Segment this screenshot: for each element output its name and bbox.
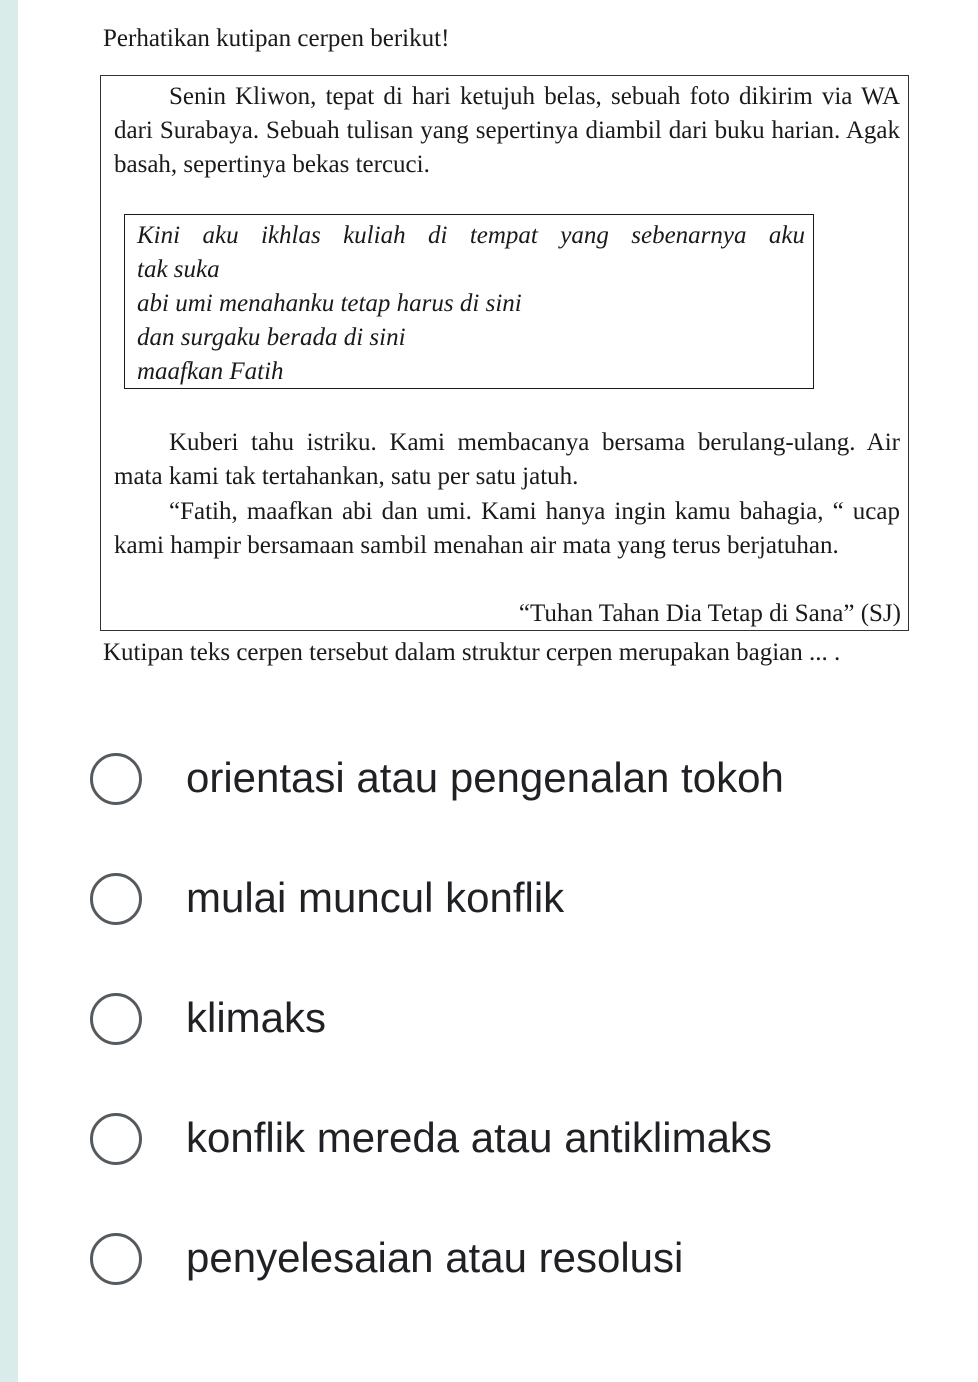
question-text: Kutipan teks cerpen tersebut dalam struktur cerpen merupakan bagian ... . <box>103 639 841 666</box>
option-5[interactable] <box>90 1230 890 1294</box>
diary-note-line: maafkan Fatih <box>137 358 284 385</box>
option-label: konflik mereda atau antiklimaks <box>186 1114 772 1161</box>
option-label: klimaks <box>186 994 327 1041</box>
option-3[interactable] <box>90 990 890 1054</box>
excerpt-source: “Tuhan Tahan Dia Tetap di Sana” (SJ) <box>518 600 901 627</box>
radio-button-icon[interactable] <box>90 1113 142 1165</box>
excerpt-paragraph-2: Kuberi tahu istriku. Kami membacanya bersama berulang-ulang. Air mata kami tak tertahankan, satu per satu jatuh. <box>114 429 900 490</box>
radio-button-icon[interactable] <box>90 753 142 805</box>
option-label: mulai muncul konflik <box>186 874 565 921</box>
option-4[interactable] <box>90 1110 890 1174</box>
option-1[interactable] <box>90 750 890 814</box>
option-2[interactable] <box>90 870 890 934</box>
radio-button-icon[interactable] <box>90 873 142 925</box>
diary-note-line: Kini aku ikhlas kuliah di tempat yang sebenarnya aku <box>137 222 805 249</box>
diary-note-line: dan surgaku berada di sini <box>137 324 406 351</box>
excerpt-paragraph-3: “Fatih, maafkan abi dan umi. Kami hanya ingin kamu bahagia, “ ucap kami hampir bersamaan sambil menahan air mata yang terus berjatuhan. <box>114 498 900 559</box>
story-excerpt-box <box>100 75 909 631</box>
instruction-text: Perhatikan kutipan cerpen berikut! <box>103 25 450 52</box>
option-label: penyelesaian atau resolusi <box>186 1234 684 1281</box>
diary-note-line: abi umi menahanku tetap harus di sini <box>137 290 522 317</box>
left-rail <box>0 0 18 1382</box>
diary-note-box <box>124 214 814 389</box>
option-label: orientasi atau pengenalan tokoh <box>186 754 784 801</box>
radio-button-icon[interactable] <box>90 1233 142 1285</box>
excerpt-paragraph-1: Senin Kliwon, tepat di hari ketujuh belas, sebuah foto dikirim via WA dari Surabaya. Sebuah tulisan yang sepertinya diambil dari buku harian. Agak basah, sepertinya bekas tercuci. <box>114 83 900 178</box>
radio-button-icon[interactable] <box>90 993 142 1045</box>
diary-note-line: tak suka <box>137 256 220 283</box>
